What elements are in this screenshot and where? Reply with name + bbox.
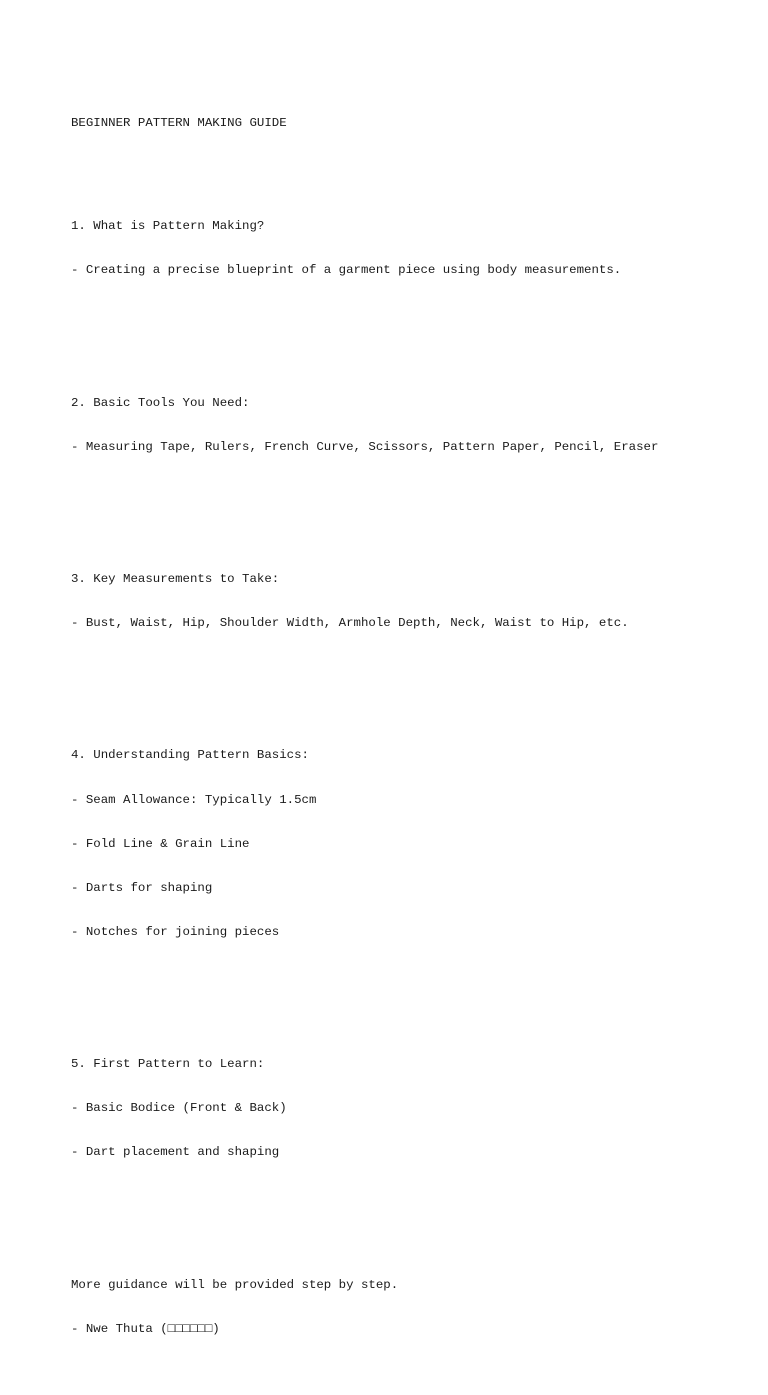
section-line: - Seam Allowance: Typically 1.5cm (71, 792, 317, 807)
section-first-pattern (71, 1028, 751, 1190)
closing-block (71, 1248, 751, 1366)
section-line: - Darts for shaping (71, 880, 213, 895)
document-body (71, 87, 751, 1395)
section-heading: 2. Basic Tools You Need: (71, 395, 250, 410)
section-key-measurements (71, 543, 751, 661)
section-heading: 5. First Pattern to Learn: (71, 1057, 265, 1072)
section-heading: 4. Understanding Pattern Basics: (71, 748, 309, 763)
section-basic-tools (71, 366, 751, 484)
closing-text: More guidance will be provided step by step. (71, 1277, 399, 1292)
section-line: - Fold Line & Grain Line (71, 836, 250, 851)
section-pattern-basics (71, 719, 751, 969)
section-line: - Dart placement and shaping (71, 1145, 280, 1160)
section-what-is-pattern-making (71, 190, 751, 308)
section-line: - Bust, Waist, Hip, Shoulder Width, Armhole Depth, Neck, Waist to Hip, etc. (71, 616, 629, 631)
section-line: - Measuring Tape, Rulers, French Curve, Scissors, Pattern Paper, Pencil, Eraser (71, 439, 659, 454)
section-heading: 3. Key Measurements to Take: (71, 572, 280, 587)
section-line: - Creating a precise blueprint of a garment piece using body measurements. (71, 263, 622, 278)
section-line: - Notches for joining pieces (71, 924, 280, 939)
document-title: BEGINNER PATTERN MAKING GUIDE (71, 116, 287, 131)
section-line: - Basic Bodice (Front & Back) (71, 1101, 287, 1116)
signature: - Nwe Thuta (□□□□□□) (71, 1321, 220, 1336)
section-heading: 1. What is Pattern Making? (71, 219, 265, 234)
